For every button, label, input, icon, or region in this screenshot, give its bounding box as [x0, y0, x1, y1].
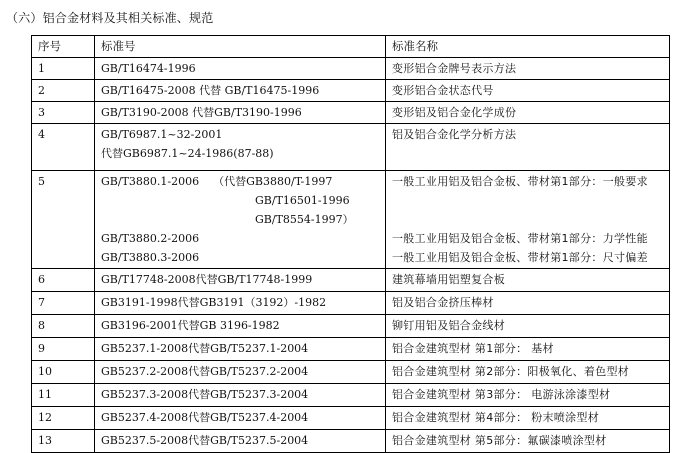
- header-std: 标准号: [95, 36, 386, 58]
- row-std: GB5237.4-2008代替GB/T5237.4-2004: [95, 407, 386, 430]
- row-name: 铝合金建筑型材 第4部分： 粉末喷涂型材: [386, 407, 670, 430]
- table-row: [32, 171, 670, 269]
- row-num: 1: [32, 58, 95, 80]
- row-std: GB5237.1-2008代替GB/T5237.1-2004: [95, 338, 386, 361]
- name-line: 一般工业用铝及铝合金板、带材第1部分：一般要求: [392, 175, 648, 188]
- header-num: 序号: [32, 36, 95, 58]
- section-title: （六）铝合金材料及其相关标准、规范: [6, 11, 214, 25]
- table-row: [32, 407, 670, 430]
- row-std: GB/T17748-2008代替GB/T17748-1999: [95, 269, 386, 292]
- table-row: [32, 269, 670, 292]
- table-row: [32, 102, 670, 124]
- row-num: 3: [32, 102, 95, 124]
- std-line: 代替GB6987.1~24-1986(87-88): [101, 147, 274, 160]
- row-name: 铝合金建筑型材 第1部分： 基材: [386, 338, 670, 361]
- std-line: GB/T16501-1996: [255, 194, 350, 207]
- row-std: GB5237.2-2008代替GB/T5237.2-2004: [95, 361, 386, 384]
- row-name: 变形铝合金牌号表示方法: [386, 58, 670, 80]
- table-row: [32, 338, 670, 361]
- table-row: [32, 292, 670, 315]
- table-row: [32, 58, 670, 80]
- row-std: GB/T16475-2008 代替 GB/T16475-1996: [95, 80, 386, 102]
- row-std: [95, 171, 386, 269]
- std-line: [101, 173, 385, 192]
- row-std: GB5237.3-2008代替GB/T5237.3-2004: [95, 384, 386, 407]
- header-name: 标准名称: [386, 36, 670, 58]
- table-row: [32, 315, 670, 338]
- row-num: 2: [32, 80, 95, 102]
- row-name: 铝合金建筑型材 第3部分： 电游泳涂漆型材: [386, 384, 670, 407]
- name-line: 一般工业用铝及铝合金板、带材第1部分：力学性能: [392, 232, 648, 245]
- row-name: 铝合金建筑型材 第5部分：氟碳漆喷涂型材: [386, 430, 670, 453]
- row-num: 8: [32, 315, 95, 338]
- row-num: 13: [32, 430, 95, 453]
- table-row: [32, 384, 670, 407]
- table-row: [32, 124, 670, 171]
- name-line: 一般工业用铝及铝合金板、带材第1部分：尺寸偏差: [392, 251, 648, 264]
- row-std: [95, 124, 386, 171]
- row-std: GB3196-2001代替GB 3196-1982: [95, 315, 386, 338]
- standards-table: [31, 35, 670, 453]
- row-name: 铆钉用铝及铝合金线材: [386, 315, 670, 338]
- row-num: 5: [32, 171, 95, 269]
- table-row: [32, 80, 670, 102]
- row-num: 12: [32, 407, 95, 430]
- row-std: GB/T16474-1996: [95, 58, 386, 80]
- table-header-row: [32, 36, 670, 58]
- row-name: 铝及铝合金化学分析方法: [386, 124, 670, 171]
- row-name: 变形铝合金状态代号: [386, 80, 670, 102]
- std-line: GB/T8554-1997）: [255, 213, 354, 226]
- row-name: [386, 171, 670, 269]
- row-std: GB/T3190-2008 代替GB/T3190-1996: [95, 102, 386, 124]
- table-row: [32, 361, 670, 384]
- row-num: 4: [32, 124, 95, 171]
- row-name: 建筑幕墙用铝塑复合板: [386, 269, 670, 292]
- row-num: 9: [32, 338, 95, 361]
- row-num: 7: [32, 292, 95, 315]
- row-num: 10: [32, 361, 95, 384]
- table-row: [32, 430, 670, 453]
- std-line-replace: （代替GB3880/T-1997: [213, 175, 333, 188]
- row-name: 变形铝及铝合金化学成份: [386, 102, 670, 124]
- row-num: 6: [32, 269, 95, 292]
- std-line-main: GB/T3880.1-2006: [101, 175, 200, 188]
- std-line: GB/T6987.1~32-2001: [101, 128, 223, 141]
- std-line: GB/T3880.2-2006: [101, 232, 200, 245]
- row-std: GB5237.5-2008代替GB/T5237.5-2004: [95, 430, 386, 453]
- row-name: 铝合金建筑型材 第2部分：阳极氧化、着色型材: [386, 361, 670, 384]
- row-num: 11: [32, 384, 95, 407]
- row-std: GB3191-1998代替GB3191（3192）-1982: [95, 292, 386, 315]
- row-name: 铝及铝合金挤压棒材: [386, 292, 670, 315]
- std-line: GB/T3880.3-2006: [101, 251, 200, 264]
